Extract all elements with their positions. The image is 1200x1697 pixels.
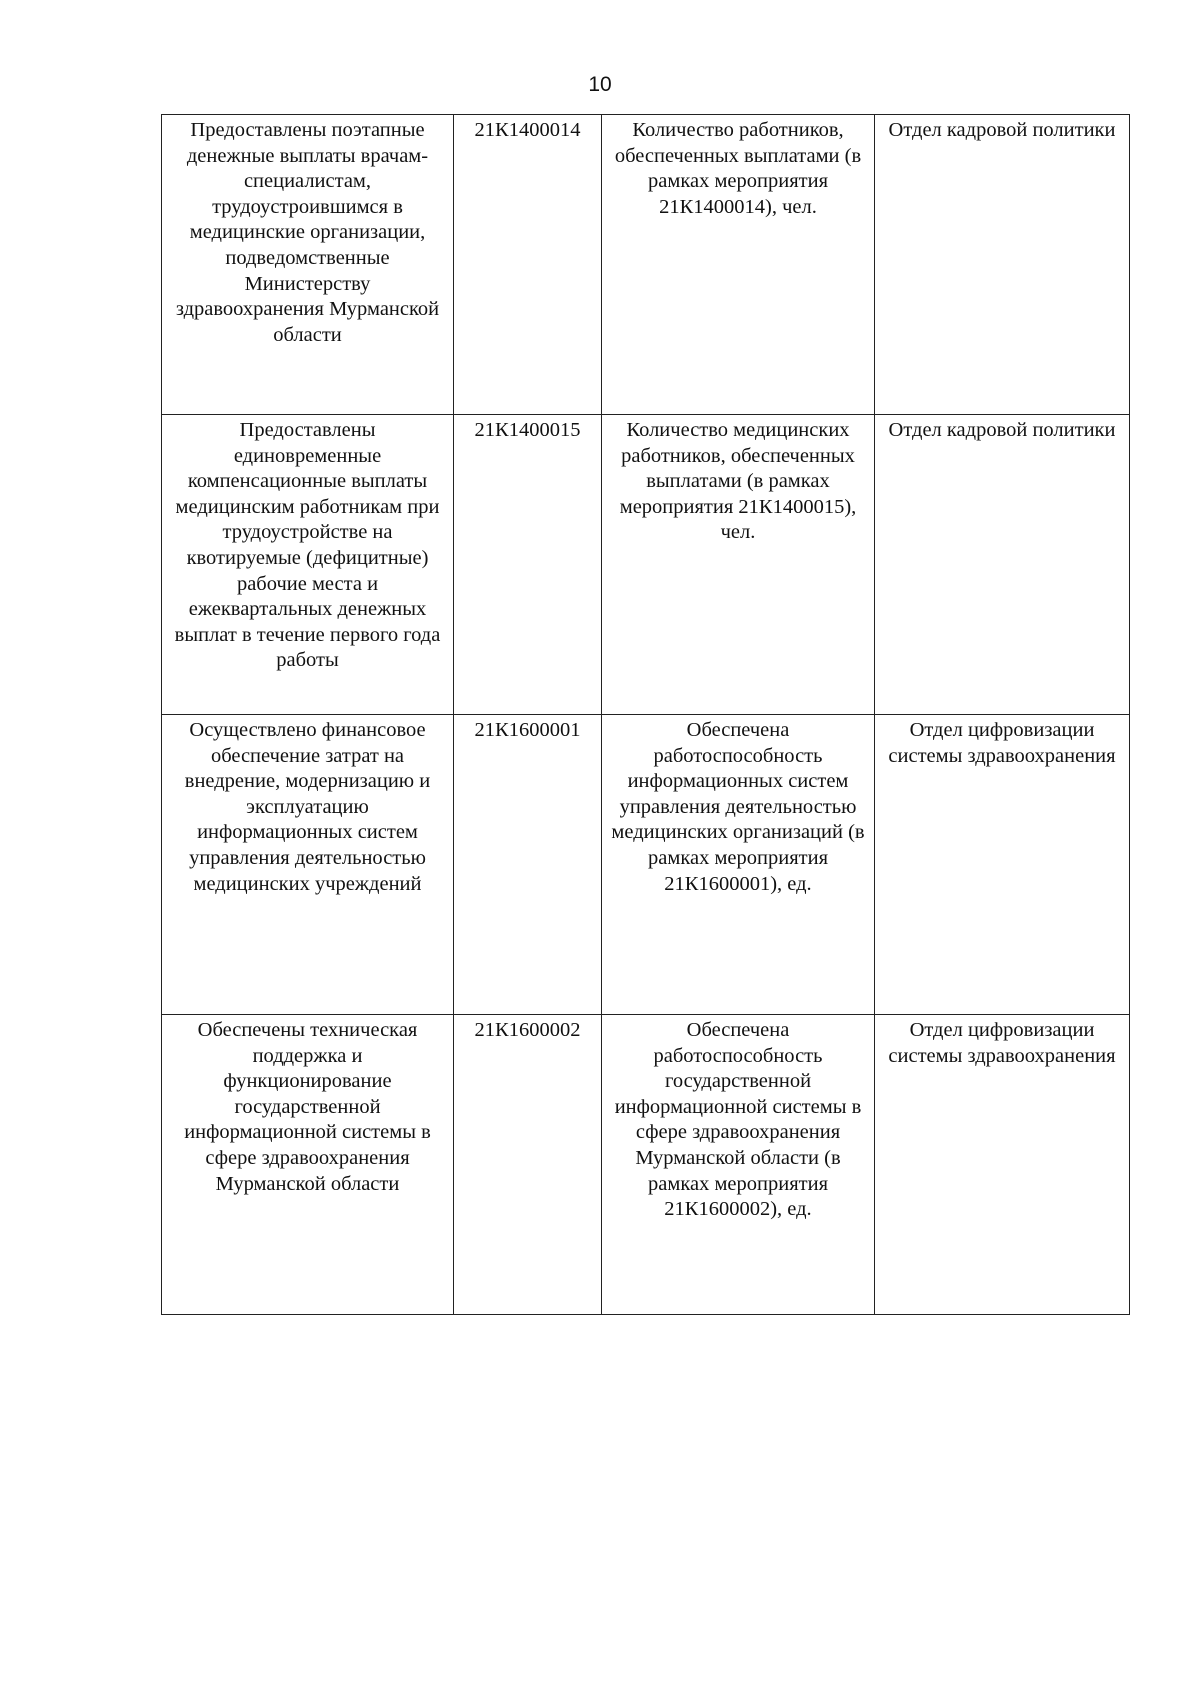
responsible-cell (875, 715, 1130, 1015)
indicator-cell (602, 715, 875, 1015)
code-text: 21К1400015 (474, 419, 581, 441)
task-cell (162, 415, 454, 715)
code-cell (454, 715, 602, 1015)
task-cell (162, 1015, 454, 1315)
responsible-text: Отдел цифровизации системы здравоохранения (888, 1019, 1116, 1067)
responsible-text: Отдел кадровой политики (888, 419, 1116, 441)
indicator-cell (602, 1015, 875, 1315)
table-row (162, 1015, 1130, 1315)
task-cell (162, 115, 454, 415)
table-row (162, 115, 1130, 415)
indicator-text: Обеспечена работоспособность информационных систем управления деятельностью медицинских организаций (в рамках мероприятия 21К1600001), ед. (611, 719, 865, 895)
indicator-text: Количество работников, обеспеченных выплатами (в рамках мероприятия 21К1400014), чел. (614, 119, 862, 218)
table-row (162, 415, 1130, 715)
responsible-text: Отдел кадровой политики (888, 119, 1116, 141)
code-cell (454, 415, 602, 715)
measures-table (161, 114, 1130, 1315)
code-text: 21К1400014 (474, 119, 581, 141)
code-cell (454, 115, 602, 415)
indicator-cell (602, 115, 875, 415)
task-text: Осуществлено финансовое обеспечение затрат на внедрение, модернизацию и эксплуатацию информационных систем управления деятельностью медицинских учреждений (184, 719, 431, 895)
responsible-cell (875, 415, 1130, 715)
task-text: Предоставлены поэтапные денежные выплаты врачам-специалистам, трудоустроившимся в медицинские организации, подведомственные Министерству здравоохранения Мурманской области (175, 119, 440, 346)
indicator-text: Обеспечена работоспособность государственной информационной системы в сфере здравоохранения Мурманской области (в рамках мероприятия 21К1600002), ед. (614, 1019, 862, 1221)
indicator-cell (602, 415, 875, 715)
responsible-text: Отдел цифровизации системы здравоохранения (888, 719, 1116, 767)
task-text: Предоставлены единовременные компенсационные выплаты медицинским работникам при трудоустройстве на квотируемые (дефицитные) рабочие места и ежеквартальных денежных выплат в течение первого года работы (174, 419, 441, 672)
task-text: Обеспечены техническая поддержка и функционирование государственной информационной системы в сфере здравоохранения Мурманской области (184, 1019, 431, 1195)
code-text: 21К1600002 (474, 1019, 581, 1041)
page-number: 10 (588, 73, 612, 96)
responsible-cell (875, 115, 1130, 415)
responsible-cell (875, 1015, 1130, 1315)
code-text: 21К1600001 (474, 719, 581, 741)
table-row (162, 715, 1130, 1015)
code-cell (454, 1015, 602, 1315)
indicator-text: Количество медицинских работников, обеспеченных выплатами (в рамках мероприятия 21К1400015), чел. (619, 419, 857, 544)
task-cell (162, 715, 454, 1015)
